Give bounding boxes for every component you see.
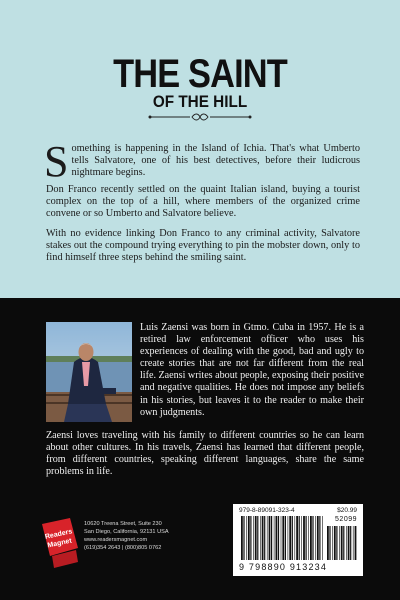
blurb-paragraph-2: Don Franco recently settled on the quaint Italian island, buying a tourist complex on the top of a hill, where members of the organized crime convene or so Umberto and Salvatore believe. [46,184,360,220]
isbn-label: 979-8-89091-323-4 [239,507,295,514]
blurb-paragraph-1-text: omething is happening in the Island of Ichia. That's what Umberto tells Salvatore, one of his best detectives, before their ludicrous nightmare begins. [71,143,360,179]
blurb-paragraph-3: With no evidence linking Don Franco to any criminal activity, Salvatore stakes out the compound trying everything to pin the mobster down, only to find himself three steps behind the smiling saint. [46,228,360,264]
author-bio-paragraph-2: Zaensi loves traveling with his family to different countries so he can learn about other cultures. In his travels, Zaensi has learned that different people, from different countries, speaking different languages, share the same problems in life. [46,430,364,478]
blurb-paragraph-1 [44,137,360,186]
barcode-bars-main [241,516,323,560]
barcode-digits: 9 798890 913234 [239,562,328,572]
publisher-address-line-2: San Diego, California, 92131 USA [84,529,169,535]
isbn-barcode [233,504,363,576]
book-subtitle: OF THE HILL [152,92,248,111]
publisher-address-line-1: 10620 Treena Street, Suite 230 [84,521,162,527]
book-title: THE SAINT [113,52,287,96]
barcode-bars-addon [327,526,357,560]
ornament-divider-icon [148,112,252,122]
author-bio-paragraph-1: Luis Zaensi was born in Gtmo. Cuba in 1957. He is a retired law enforcement officer who uses his experiences of dealing with the good, bad and ugly to create stories that are not far different from the real life. Zaensi writes about people, exposing their positive and negative qualities. He does not impose any beliefs in his stories, but leaves it to the reader to make their own judgments. [140,322,364,418]
price-label: $20.99 [337,507,357,514]
publisher-info [84,520,204,552]
publisher-website: www.readersmagnet.com [84,537,148,543]
publisher-phone: (619)354 2643 | (800)805 0762 [84,545,162,551]
publisher-logo-text-2: Magnet [46,537,73,550]
publisher-logo-text-1: Readers [44,528,73,541]
author-photo [46,322,132,422]
publisher-logo-icon [38,518,80,568]
drop-cap: S [44,137,69,186]
price-code: 52099 [335,516,357,523]
